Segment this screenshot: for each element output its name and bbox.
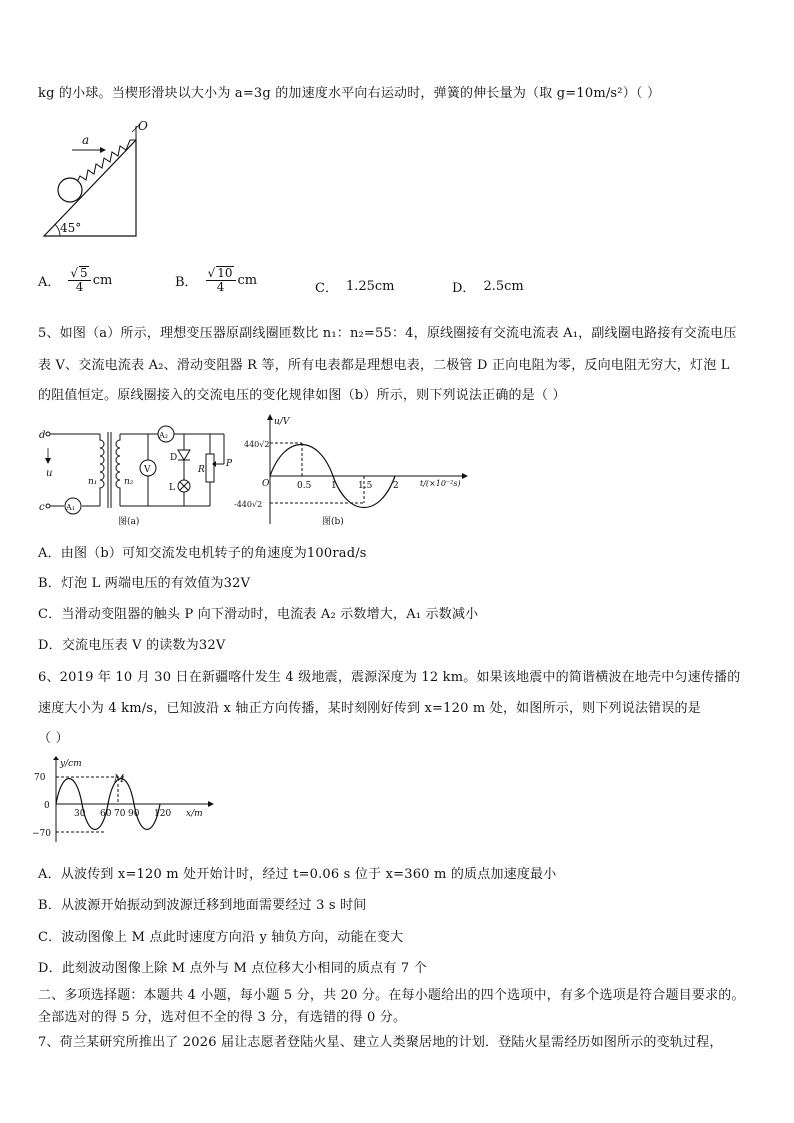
q5-voltage-graph xyxy=(230,414,470,532)
q6-option-c[interactable]: C．波动图像上 M 点此时速度方向沿 y 轴负方向，动能在变大 xyxy=(38,930,404,945)
svg-text:d: d xyxy=(39,430,46,441)
svg-text:0.5: 0.5 xyxy=(297,481,312,491)
q4-option-d[interactable]: D． 2.5cm xyxy=(452,279,524,296)
svg-text:n₂: n₂ xyxy=(124,477,134,487)
q6-option-b[interactable]: B．从波源开始振动到波源迁移到地面需要经过 3 s 时间 xyxy=(38,898,367,913)
q4-option-a[interactable]: A． $\frac{√ 5}{4}$ cm xyxy=(38,266,113,295)
svg-text:R: R xyxy=(198,465,205,475)
svg-text:P: P xyxy=(226,459,233,469)
q5-option-d[interactable]: D．交流电压表 V 的读数为32V xyxy=(38,638,226,653)
q7-stem: 7、荷兰某研究所推出了 2026 届让志愿者登陆火星、建立人类聚居地的计划．登陆火星需经历如图所示的变轨过程， xyxy=(38,1035,723,1050)
svg-text:440√2: 440√2 xyxy=(244,440,270,449)
svg-text:70: 70 xyxy=(114,809,126,819)
svg-text:图(b): 图(b) xyxy=(322,517,344,527)
svg-text:1.5: 1.5 xyxy=(358,481,373,491)
svg-text:60: 60 xyxy=(100,809,112,819)
q5-option-b[interactable]: B．灯泡 L 两端电压的有效值为32V xyxy=(38,576,251,591)
q6-option-a[interactable]: A．从波传到 x=120 m 处开始计时，经过 t=0.06 s 位于 x=360 m 的质点加速度最小 xyxy=(38,867,557,882)
q6-stem-line-3: （ ） xyxy=(38,731,69,746)
svg-text:c: c xyxy=(39,502,45,513)
svg-text:70: 70 xyxy=(34,773,46,783)
svg-text:-440√2: -440√2 xyxy=(234,500,263,509)
svg-text:A₂: A₂ xyxy=(159,431,168,440)
svg-text:90: 90 xyxy=(128,809,140,819)
svg-text:t/(×10⁻²s): t/(×10⁻²s) xyxy=(420,479,461,488)
q6-wave-graph xyxy=(30,756,220,842)
q5-stem-line-3: 的阻值恒定。原线圈接入的交流电压的变化规律如图（b）所示，则下列说法正确的是（ ） xyxy=(38,388,566,403)
svg-text:O: O xyxy=(262,479,270,489)
svg-text:120: 120 xyxy=(154,809,172,819)
point-o-label: O xyxy=(138,119,148,133)
svg-text:−70: −70 xyxy=(32,829,51,839)
q4-option-b[interactable]: B． $\frac{√ 10}{4}$ cm xyxy=(175,266,258,295)
svg-text:V: V xyxy=(144,465,151,475)
svg-text:u/V: u/V xyxy=(274,417,290,427)
q6-stem-line-2: 速度大小为 4 km/s，已知波沿 x 轴正方向传播，某时刻刚好传到 x=120 m 处，如图所示，则下列说法错误的是 xyxy=(38,701,701,716)
q4-wedge-figure xyxy=(38,118,148,242)
q6-stem-line-1: 6、2019 年 10 月 30 日在新疆喀什发生 4 级地震，震源深度为 12 km。如果该地震中的简谐横波在地壳中匀速传播的 xyxy=(38,670,741,685)
q5-option-a[interactable]: A．由图（b）可知交流发电机转子的角速度为100rad/s xyxy=(38,546,367,561)
svg-text:M: M xyxy=(114,774,125,785)
q5-stem-line-2: 表 V、交流电流表 A₂、滑动变阻器 R 等，所有电表都是理想电表，二极管 D 正向电阻为零，反向电阻无穷大，灯泡 L xyxy=(38,358,730,373)
q4-options xyxy=(38,266,758,306)
q5-circuit-figure xyxy=(38,418,238,528)
svg-text:y/cm: y/cm xyxy=(60,759,82,769)
svg-text:A₁: A₁ xyxy=(66,503,75,512)
svg-text:u: u xyxy=(46,468,53,479)
angle-label: 45° xyxy=(60,221,82,235)
svg-text:1: 1 xyxy=(331,481,337,491)
q4-option-c[interactable]: C． 1.25cm xyxy=(315,279,395,296)
svg-text:2: 2 xyxy=(393,481,399,491)
q5-option-c[interactable]: C．当滑动变阻器的触头 P 向下滑动时，电流表 A₂ 示数增大，A₁ 示数减小 xyxy=(38,607,479,622)
q6-option-d[interactable]: D．此刻波动图像上除 M 点外与 M 点位移大小相同的质点有 7 个 xyxy=(38,961,427,976)
svg-text:30: 30 xyxy=(74,809,86,819)
section-2-heading-line-2: 全部选对的得 5 分，选对但不全的得 3 分，有选错的得 0 分。 xyxy=(38,1010,407,1025)
svg-text:x/m: x/m xyxy=(186,809,203,819)
accel-label: a xyxy=(82,133,90,147)
q5-stem-line-1: 5、如图（a）所示，理想变压器原副线圈匝数比 n₁：n₂=55：4，原线圈接有交流电流表 A₁，副线圈电路接有交流电压 xyxy=(38,326,737,341)
q4-stem: kg 的小球。当楔形滑块以大小为 a=3g 的加速度水平向右运动时，弹簧的伸长量为（取 g=10m/s²）（ ） xyxy=(38,86,661,101)
svg-text:D: D xyxy=(170,453,178,463)
svg-text:图(a): 图(a) xyxy=(118,517,140,527)
section-2-heading-line-1: 二、多项选择题：本题共 4 小题，每小题 5 分，共 20 分。在每小题给出的四个选项中，有多个选项是符合题目要求的。 xyxy=(38,988,745,1003)
svg-text:L: L xyxy=(169,483,175,493)
svg-text:n₁: n₁ xyxy=(88,477,98,487)
svg-text:0: 0 xyxy=(44,801,50,811)
